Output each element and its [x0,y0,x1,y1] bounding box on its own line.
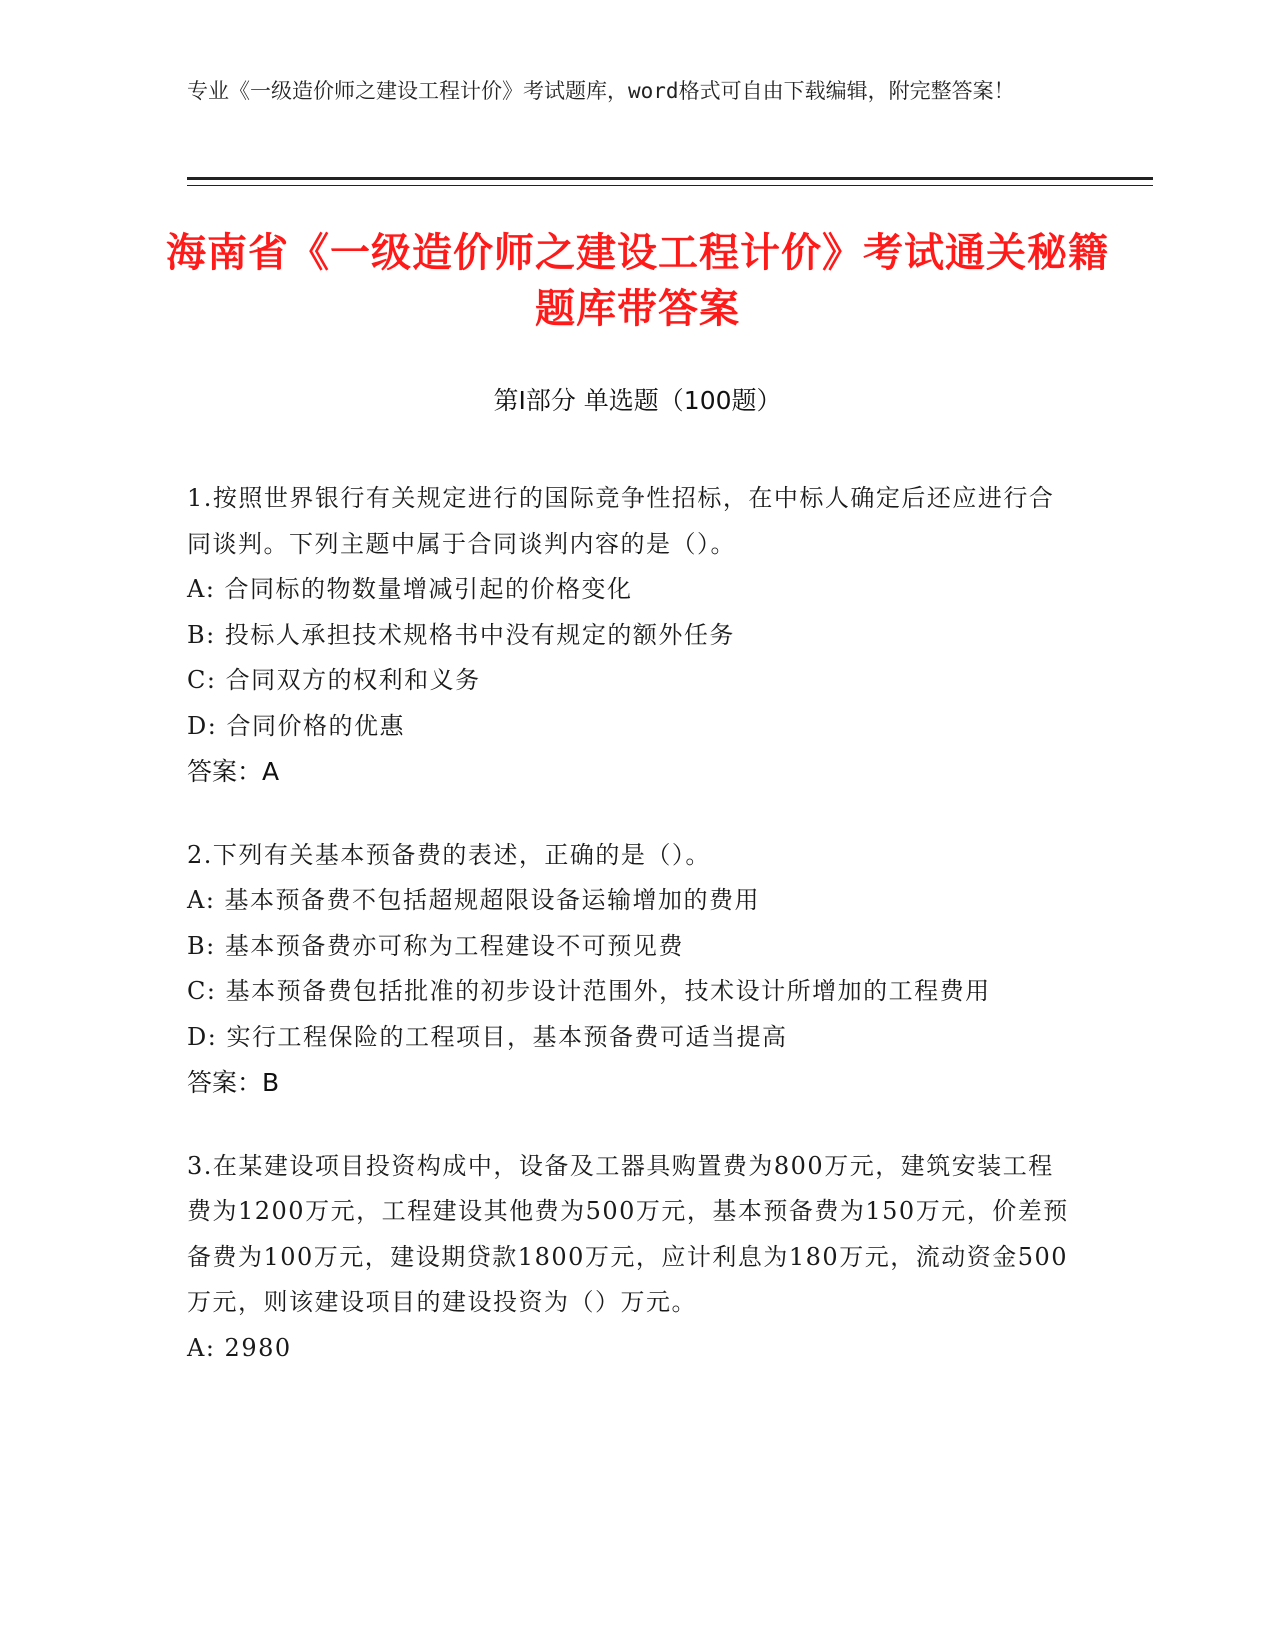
answer-label: 答案：B [187,1068,280,1097]
answer-label: 答案：A [187,757,280,786]
question-1 [187,476,1077,795]
option-a: A: 2980 [187,1333,292,1362]
option-a: A: 基本预备费不包括超规超限设备运输增加的费用 [187,886,761,914]
question-2 [187,833,1077,1106]
option-a: A: 合同标的物数量增减引起的价格变化 [187,575,633,603]
option-b: B: 基本预备费亦可称为工程建设不可预见费 [187,931,684,960]
question-3 [187,1144,1077,1372]
question-text: 3.在某建设项目投资构成中，设备及工器具购置费为800万元，建筑安装工程费为1200万元，工程建设其他费为500万元，基本预备费为150万元，价差预备费为100万元，建设期贷款1800万元，应计利息为180万元，流动资金500万元，则该建设项目的建设投资为（）万元。 [187,1151,1069,1316]
section-title: 第I部分 单选题（100题） [493,386,782,415]
option-d: D: 合同价格的优惠 [187,711,405,740]
question-text: 1.按照世界银行有关规定进行的国际竞争性招标，在中标人确定后还应进行合同谈判。下列主题中属于合同谈判内容的是（）。 [187,484,1055,558]
question-list [187,476,1077,1409]
option-c: C: 合同双方的权利和义务 [187,666,481,694]
option-c: C: 基本预备费包括批准的初步设计范围外，技术设计所增加的工程费用 [187,977,991,1005]
header-note: 专业《一级造价师之建设工程计价》考试题库，word格式可自由下载编辑，附完整答案！ [187,79,1015,103]
option-b: B: 投标人承担技术规格书中没有规定的额外任务 [187,620,735,649]
header-divider-thin [187,185,1153,186]
document-title: 海南省《一级造价师之建设工程计价》考试通关秘籍题库带答案 [166,230,1109,332]
option-d: D: 实行工程保险的工程项目，基本预备费可适当提高 [187,1022,788,1051]
question-text: 2.下列有关基本预备费的表述，正确的是（）。 [187,840,711,869]
header-divider-thick [187,177,1153,180]
